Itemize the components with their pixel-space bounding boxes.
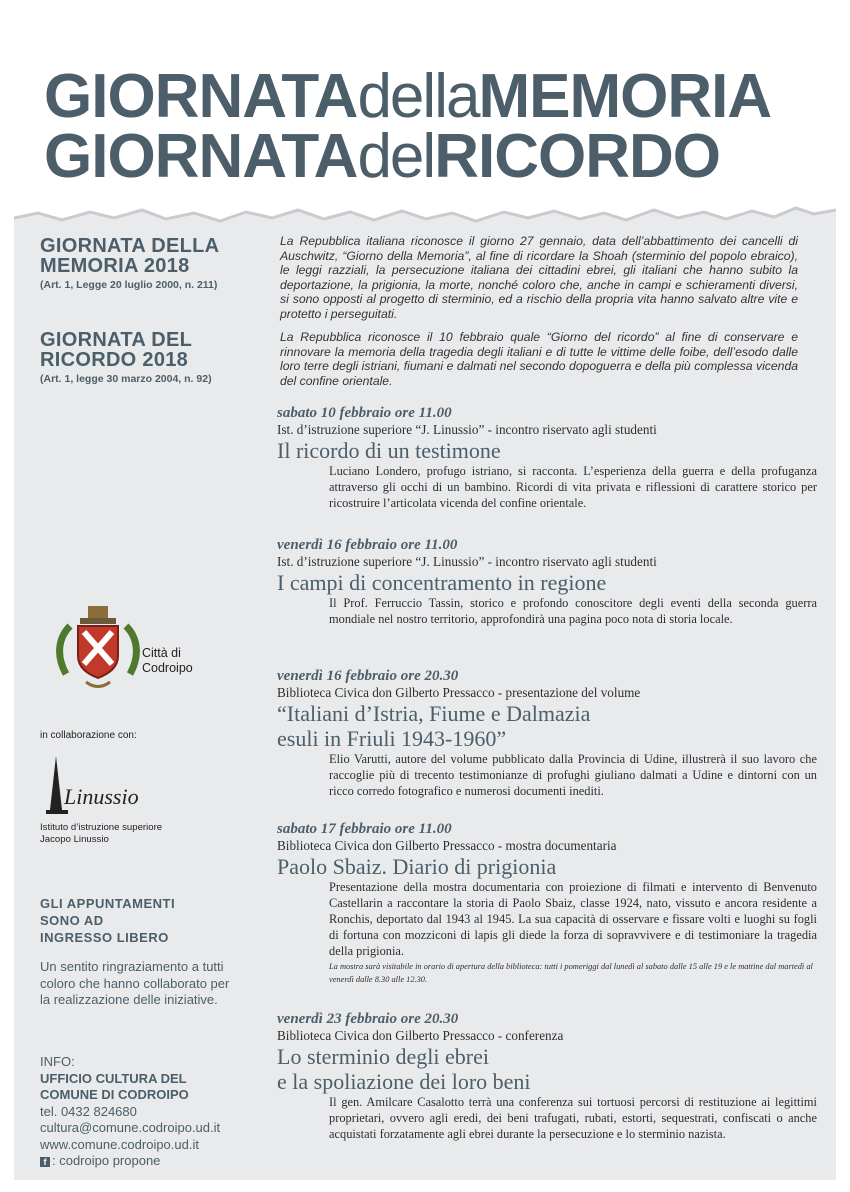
- event-title: Lo sterminio degli ebrei: [277, 1044, 489, 1069]
- free-entry-notice: [40, 895, 175, 946]
- linussio-caption: [40, 822, 162, 846]
- title-word-del: del: [357, 122, 435, 191]
- facebook-text: : codroipo propone: [52, 1153, 161, 1168]
- memoria-law: (Art. 1, Legge 20 luglio 2000, n. 211): [40, 279, 218, 291]
- event-description: Presentazione della mostra documentaria con proiezione di filmati e intervento di Benvenuto Castellarin a raccontare la storia di Paolo Sbaiz, classe 1924, nato, vissuto e ancora residente a Ronchis, deportato dal 1943 al 1945. La sua capacità di osservare e fissare volti e luoghi su fogli di fortuna con mozziconi di lapis gli diede la forza di sopravvivere e di testimoniare la tragedia della prigionia.: [329, 880, 817, 958]
- ricordo-law: (Art. 1, legge 30 marzo 2004, n. 92): [40, 373, 212, 385]
- office-line2: COMUNE DI CODROIPO: [40, 1087, 189, 1102]
- event-venue: Biblioteca Civica don Gilberto Pressacco - presentazione del volume: [277, 685, 641, 700]
- ricordo-heading-line1: GIORNATA DEL: [40, 329, 193, 351]
- linussio-line2: Jacopo Linussio: [40, 834, 109, 845]
- title-ricordo: [44, 122, 720, 191]
- linussio-line1: Istituto d’istruzione superiore: [40, 822, 163, 833]
- website-link[interactable]: www.comune.codroipo.ud.it: [40, 1136, 199, 1152]
- event-date: sabato 10 febbraio ore 11.00: [277, 405, 452, 421]
- event-3: [277, 667, 817, 799]
- event-5: [277, 1010, 817, 1142]
- title-word-ricordo: RICORDO: [434, 122, 720, 191]
- collaboration-label: in collaborazione con:: [40, 730, 137, 741]
- info-label: INFO:: [40, 1054, 75, 1069]
- event-date: venerdì 16 febbraio ore 11.00: [277, 537, 458, 553]
- free-line2: SONO AD: [40, 913, 104, 928]
- office-line1: UFFICIO CULTURA DEL: [40, 1070, 187, 1086]
- event-description: Il Prof. Ferruccio Tassin, storico e profondo conoscitore degli eventi della seconda guerra mondiale nel nostro territorio, approfondirà una pagina poco nota di storia locale.: [329, 596, 817, 626]
- event-venue: Biblioteca Civica don Gilberto Pressacco - mostra documentaria: [277, 838, 617, 853]
- city-line2: Codroipo: [142, 661, 193, 675]
- thanks-text: Un sentito ringraziamento a tutti coloro che hanno collaborato per la realizzazione delle iniziative.: [40, 959, 230, 1007]
- free-line1: GLI APPUNTAMENTI: [40, 896, 176, 911]
- event-description: Elio Varutti, autore del volume pubblicato dalla Provincia di Udine, illustrerà il suo lavoro che raccoglie più di trecento testimonianze di profughi giuliano dalmati a Udine e dintorni con un ricco corredo fotografico e numerosi documenti inediti.: [329, 752, 817, 798]
- event-date: sabato 17 febbraio ore 11.00: [277, 821, 452, 837]
- phone: tel. 0432 824680: [40, 1103, 137, 1119]
- city-name: [142, 646, 193, 676]
- ricordo-text: La Repubblica riconosce il 10 febbraio quale “Giorno del ricordo” al fine di conservare e rinnovare la memoria della tragedia degli italiani e di tutte le vittime delle foibe, dell’esodo dalle loro terre degli istriani, fiumani e dalmati nel secondo dopoguerra e della più complessa vicenda del confine orientale.: [280, 330, 798, 388]
- event-date: venerdì 16 febbraio ore 20.30: [277, 668, 459, 684]
- event-title: Il ricordo di un testimone: [277, 438, 501, 463]
- facebook-link[interactable]: [40, 1153, 220, 1170]
- memoria-heading-line2: MEMORIA 2018: [40, 255, 190, 277]
- memoria-heading-line1: GIORNATA DELLA: [40, 235, 220, 257]
- event-venue: Ist. d’istruzione superiore “J. Linussio” - incontro riservato agli studenti: [277, 422, 657, 437]
- event-2: [277, 536, 817, 627]
- event-title-line2: e la spoliazione dei loro beni: [277, 1069, 531, 1094]
- event-title: Paolo Sbaiz. Diario di prigionia: [277, 854, 557, 879]
- linussio-logo: [44, 748, 164, 818]
- event-venue: Biblioteca Civica don Gilberto Pressacco - conferenza: [277, 1028, 564, 1043]
- city-line1: Città di: [142, 646, 181, 660]
- event-title: I campi di concentramento in regione: [277, 570, 607, 595]
- event-description: Luciano Londero, profugo istriano, si racconta. L’esperienza della guerra e della profuganza attraverso gli occhi di un bambino. Ricordi di vita privata e riflessioni di carattere storico per ricostruire l’articolata vicenda del confine orientale.: [329, 464, 817, 510]
- event-title-line2: esuli in Friuli 1943-1960”: [277, 726, 507, 751]
- ricordo-heading-line2: RICORDO 2018: [40, 349, 189, 371]
- event-description: Il gen. Amilcare Casalotto terrà una conferenza sui tortuosi percorsi di restituzione ai legittimi proprietari, ovvero agli eredi, dei beni trafugati, rubati, estorti, sequestrati, confiscati o anche acquistati forzatamente agli ebrei durante la persecuzione e lo sterminio nazista.: [329, 1095, 817, 1141]
- event-title: “Italiani d’Istria, Fiume e Dalmazia: [277, 701, 591, 726]
- title-memoria: [44, 62, 772, 131]
- free-line3: INGRESSO LIBERO: [40, 930, 169, 945]
- title-word-giornata: GIORNATA: [44, 62, 358, 131]
- event-4: [277, 820, 817, 986]
- event-venue: Ist. d’istruzione superiore “J. Linussio” - incontro riservato agli studenti: [277, 554, 657, 569]
- title-word-giornata-2: GIORNATA: [44, 122, 358, 191]
- facebook-icon: f: [40, 1157, 50, 1167]
- poster-sheet: [14, 14, 836, 1180]
- linussio-logo-text: Linussio: [64, 784, 139, 809]
- memoria-heading: [40, 236, 260, 291]
- info-block: [40, 1054, 220, 1170]
- event-1: [277, 404, 817, 511]
- event-note: La mostra sarà visitabile in orario di apertura della biblioteca: tutti i pomeriggi dal lunedì al sabato dalle 15 alle 19 e le mattine dal martedì al venerdì dalle 8.30 alle 12.30.: [329, 962, 813, 984]
- ricordo-heading: [40, 330, 260, 385]
- memoria-text: La Repubblica italiana riconosce il giorno 27 gennaio, data dell’abbattimento dei cancelli di Auschwitz, “Giorno della Memoria”, al fine di ricordare la Shoah (sterminio del popolo ebraico), le leggi razziali, la persecuzione italiana dei cittadini ebrei, gli italiani che hanno subito la deportazione, la prigionia, la morte, nonché coloro che, anche in campi e schieramenti diversi, si sono opposti al progetto di sterminio, ed a rischio della propria vita hanno salvato altre vite e protetto i perseguitati.: [280, 234, 798, 321]
- event-date: venerdì 23 febbraio ore 20.30: [277, 1011, 459, 1027]
- email-link[interactable]: cultura@comune.codroipo.ud.it: [40, 1120, 221, 1135]
- title-word-della: della: [357, 62, 479, 131]
- title-word-memoria: MEMORIA: [478, 62, 772, 131]
